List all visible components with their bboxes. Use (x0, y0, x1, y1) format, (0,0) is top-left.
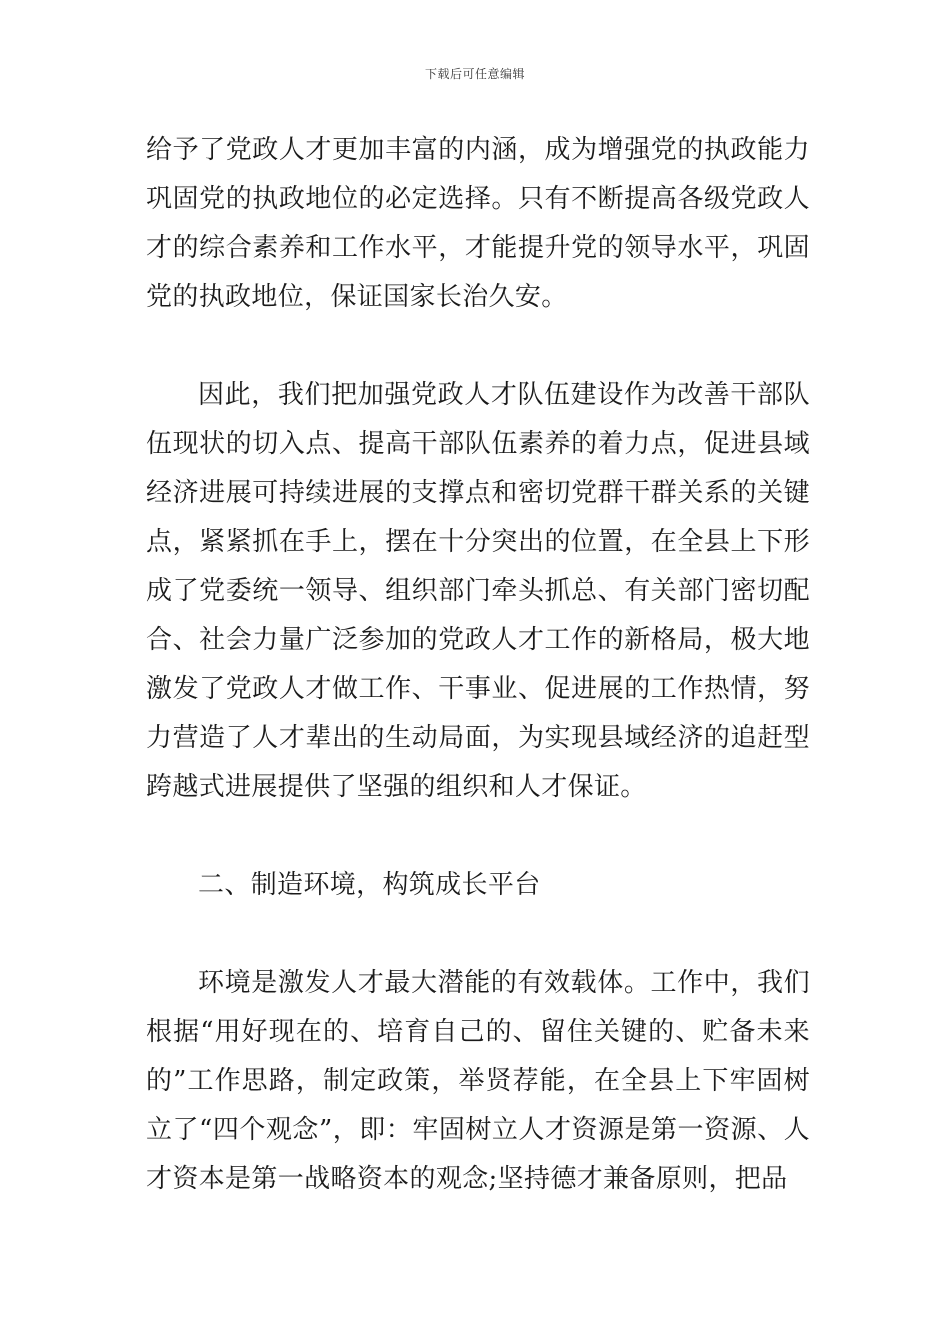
document-body (146, 126, 810, 1204)
paragraph-4: 环境是激发人才最大潜能的有效载体。工作中，我们根据“用好现在的、培育自己的、留住关键的、贮备未来的”工作思路，制定政策，举贤荐能，在全县上下牢固树立了“四个观念”，即：牢固树立人才资源是第一资源、人才资本是第一战略资本的观念;坚持德才兼备原则，把品 (146, 968, 810, 1194)
section-heading: 二、制造环境，构筑成长平台 (198, 870, 541, 900)
paragraph-spacer (146, 812, 810, 861)
paragraph-spacer (146, 322, 810, 371)
paragraph-spacer (146, 910, 810, 959)
paragraph-1: 给予了党政人才更加丰富的内涵，成为增强党的执政能力巩固党的执政地位的必定选择。只有不断提高各级党政人才的综合素养和工作水平，才能提升党的领导水平，巩固党的执政地位，保证国家长治久安。 (146, 135, 810, 312)
paragraph-2: 因此，我们把加强党政人才队伍建设作为改善干部队伍现状的切入点、提高干部队伍素养的着力点，促进县域经济进展可持续进展的支撑点和密切党群干群关系的关键点，紧紧抓在手上，摆在十分突出的位置，在全县上下形成了党委统一领导、组织部门牵头抓总、有关部门密切配合、社会力量广泛参加的党政人才工作的新格局，极大地激发了党政人才做工作、干事业、促进展的工作热情，努力营造了人才辈出的生动局面，为实现县域经济的追赶型跨越式进展提供了坚强的组织和人才保证。 (146, 380, 810, 802)
page-header: 下载后可任意编辑 (424, 67, 525, 81)
